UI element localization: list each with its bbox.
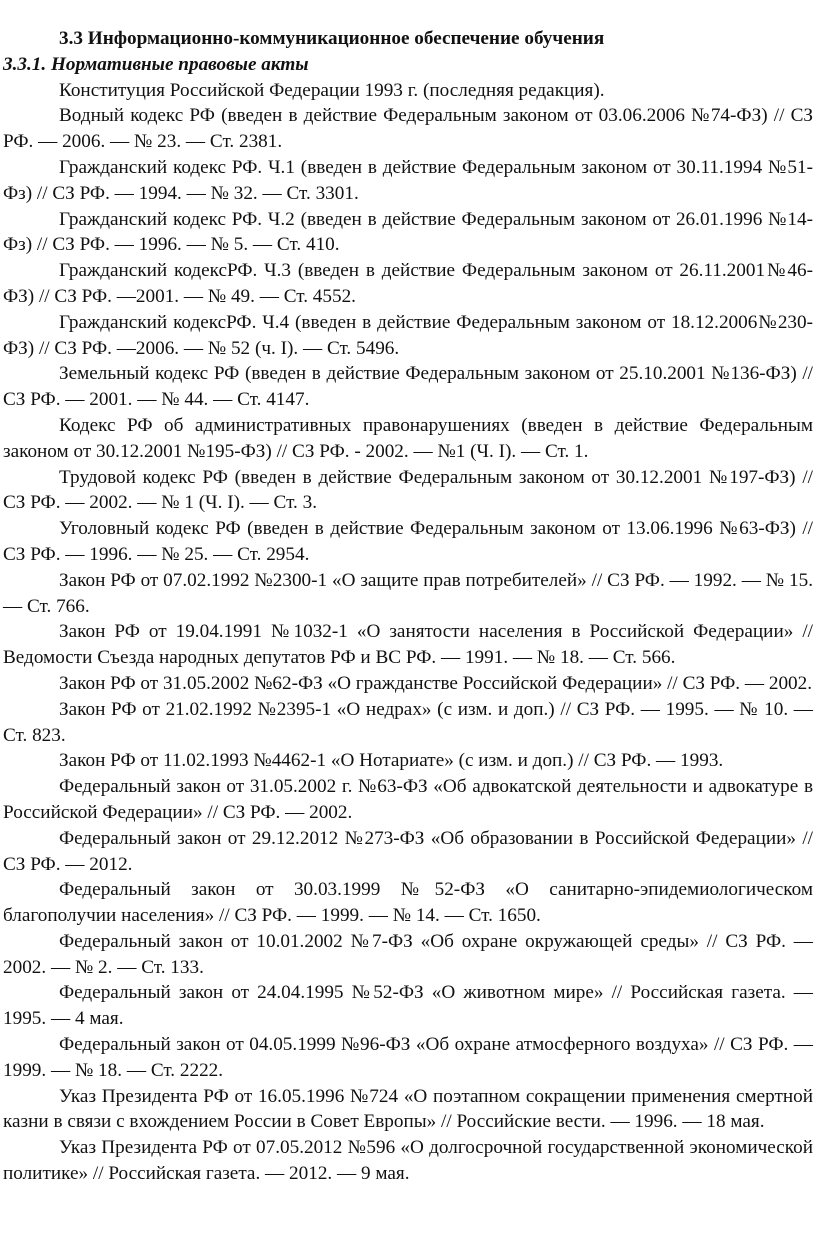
section-heading: 3.3 Информационно-коммуникационное обеспечение обучения: [59, 28, 605, 49]
reference-entry: Указ Президента РФ от 07.05.2012 №596 «О долгосрочной государственной экономической политике» // Российская газета. — 2012. — 9 мая.: [3, 1137, 813, 1185]
reference-entry: Земельный кодекс РФ (введен в действие Федеральным законом от 25.10.2001 №136-ФЗ) // СЗ РФ. — 2001. — № 44. — Ст. 4147.: [3, 363, 813, 411]
reference-entry: Гражданский кодекс РФ. Ч.2 (введен в действие Федеральным законом от 26.01.1996 №14-Фз) // СЗ РФ. — 1996. — № 5. — Ст. 410.: [3, 208, 813, 256]
reference-entry: Федеральный закон от 10.01.2002 №7-ФЗ «Об охране окружающей среды» // СЗ РФ. — 2002. — № 2. — Ст. 133.: [3, 930, 813, 978]
reference-entry: Кодекс РФ об административных правонарушениях (введен в действие Федеральным законом от 30.12.2001 №195-ФЗ) // СЗ РФ. - 2002. — №1 (Ч. I). — Ст. 1.: [3, 414, 813, 462]
reference-entry: Трудовой кодекс РФ (введен в действие Федеральным законом от 30.12.2001 №197-ФЗ) // СЗ РФ. — 2002. — № 1 (Ч. I). — Ст. 3.: [3, 466, 813, 514]
reference-entry: Гражданский кодекс РФ. Ч.1 (введен в действие Федеральным законом от 30.11.1994 №51-Фз) // СЗ РФ. — 1994. — № 32. — Ст. 3301.: [3, 156, 813, 204]
reference-entry: Гражданский кодексРФ. Ч.3 (введен в действие Федеральным законом от 26.11.2001№46-ФЗ) // СЗ РФ. —2001. — № 49. — Ст. 4552.: [3, 260, 813, 307]
reference-entry: Закон РФ от 21.02.1992 №2395-1 «О недрах» (с изм. и доп.) // СЗ РФ. — 1995. — № 10. — Ст. 823.: [3, 698, 813, 746]
reference-entry: Закон РФ от 31.05.2002 №62-ФЗ «О гражданстве Российской Федерации» // СЗ РФ. — 2002.: [59, 672, 813, 694]
reference-entry: Уголовный кодекс РФ (введен в действие Федеральным законом от 13.06.1996 №63-ФЗ) // СЗ РФ. — 1996. — № 25. — Ст. 2954.: [3, 518, 813, 565]
reference-entry: Гражданский кодексРФ. Ч.4 (введен в действие Федеральным законом от 18.12.2006№230-ФЗ) // СЗ РФ. —2006. — № 52 (ч. I). — Ст. 5496.: [3, 311, 813, 359]
reference-entry: Закон РФ от 11.02.1993 №4462-1 «О Нотариате» (с изм. и доп.) // СЗ РФ. — 1993.: [59, 750, 724, 772]
reference-entry: Федеральный закон от 31.05.2002 г. №63-ФЗ «Об адвокатской деятельности и адвокатуре в Российской Федерации» // СЗ РФ. — 2002.: [3, 776, 813, 823]
reference-entry: Федеральный закон от 04.05.1999 №96-ФЗ «Об охране атмосферного воздуха» // СЗ РФ. — 1999. — № 18. — Ст. 2222.: [3, 1034, 813, 1081]
subsection-heading: 3.3.1. Нормативные правовые акты: [3, 53, 309, 75]
reference-entry: Указ Президента РФ от 16.05.1996 №724 «О поэтапном сокращении применения смертной казни в связи с вхождением России в Совет Европы» // Российские вести. — 1996. — 18 мая.: [3, 1085, 813, 1133]
reference-list: [3, 78, 813, 1187]
reference-entry: Федеральный закон от 24.04.1995 №52-ФЗ «О животном мире» // Российская газета. — 1995. — 4 мая.: [3, 982, 813, 1030]
reference-entry: Федеральный закон от 30.03.1999 №52-ФЗ «О санитарно-эпидемиологическом благополучии населения» // СЗ РФ. — 1999. — № 14. — Ст. 1650.: [3, 879, 813, 927]
reference-entry: Закон РФ от 19.04.1991 №1032-1 «О занятости населения в Российской Федерации» // Ведомости Съезда народных депутатов РФ и ВС РФ. — 1991. — № 18. — Ст. 566.: [3, 621, 813, 669]
reference-entry: Закон РФ от 07.02.1992 №2300-1 «О защите прав потребителей» // СЗ РФ. — 1992. — № 15. — Ст. 766.: [3, 569, 813, 617]
reference-entry: Водный кодекс РФ (введен в действие Федеральным законом от 03.06.2006 №74-ФЗ) // СЗ РФ. — 2006. — № 23. — Ст. 2381.: [3, 105, 813, 153]
reference-entry: Федеральный закон от 29.12.2012 №273-ФЗ «Об образовании в Российской Федерации» // СЗ РФ. — 2012.: [3, 827, 813, 875]
reference-entry: Конституция Российской Федерации 1993 г. (последняя редакция).: [59, 79, 605, 101]
